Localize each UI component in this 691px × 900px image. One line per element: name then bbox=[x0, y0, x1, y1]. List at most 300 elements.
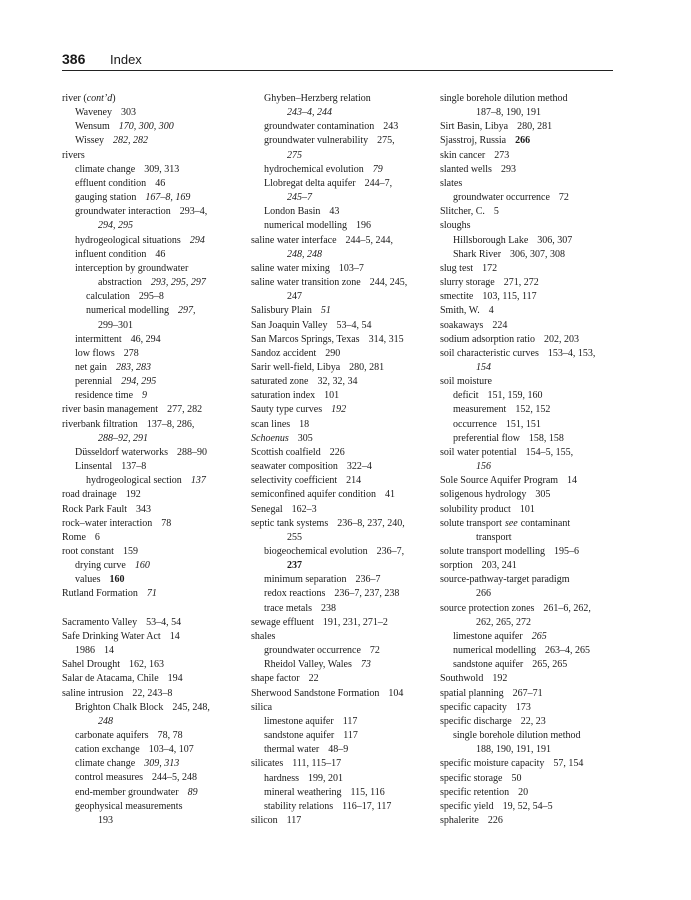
index-entry bbox=[251, 333, 431, 347]
entry-page-refs: 51 bbox=[320, 305, 331, 317]
entry-term: solute transport modelling bbox=[440, 546, 545, 557]
index-entry bbox=[440, 347, 615, 361]
index-entry bbox=[62, 333, 242, 347]
entry-term: limestone aquifer bbox=[453, 630, 523, 642]
entry-page-refs: 265, 265 bbox=[532, 659, 568, 671]
index-entry bbox=[62, 729, 242, 743]
index-entry bbox=[62, 672, 242, 686]
entry-page-refs: 154 bbox=[476, 361, 491, 373]
index-entry bbox=[62, 701, 242, 715]
entry-term: saline water interface bbox=[251, 234, 337, 246]
index-entry bbox=[251, 149, 431, 163]
entry-term: groundwater interaction bbox=[75, 206, 171, 218]
entry-page-refs: 160 bbox=[134, 560, 150, 572]
index-entry bbox=[440, 205, 615, 219]
index-entry bbox=[251, 418, 431, 432]
index-entry bbox=[440, 262, 615, 276]
entry-term: Brighton Chalk Block bbox=[75, 701, 164, 713]
entry-page-refs: 137–8 bbox=[121, 461, 147, 473]
entry-term: source-pathway-target paradigm bbox=[440, 574, 570, 586]
entry-term: sandstone aquifer bbox=[264, 730, 335, 742]
entry-page-refs: 79 bbox=[372, 163, 383, 175]
entry-term: soil water potential bbox=[440, 446, 517, 458]
entry-page-refs: 159 bbox=[122, 546, 138, 557]
index-entry bbox=[251, 191, 431, 205]
index-entry bbox=[440, 149, 615, 163]
entry-term: Sherwood Sandstone Formation bbox=[251, 687, 380, 699]
entry-page-refs: 306, 307 bbox=[537, 234, 573, 246]
entry-page-refs: 191, 231, 271–2 bbox=[322, 616, 388, 628]
entry-page-refs: 19, 52, 54–5 bbox=[502, 800, 553, 812]
index-entry bbox=[62, 276, 242, 290]
entry-page-refs: 303 bbox=[120, 107, 136, 119]
entry-page-refs: 203, 241 bbox=[481, 560, 517, 572]
entry-page-refs: 275, bbox=[377, 135, 395, 147]
entry-page-refs: 115, 116 bbox=[350, 786, 385, 798]
entry-page-refs: 173 bbox=[515, 701, 531, 713]
entry-page-refs: 309, 313 bbox=[144, 163, 180, 175]
entry-page-refs: 9 bbox=[142, 390, 148, 402]
header-rule bbox=[62, 70, 613, 71]
entry-term: saturation index bbox=[251, 390, 316, 402]
index-entry bbox=[440, 290, 615, 304]
entry-term: slanted wells bbox=[440, 163, 492, 175]
entry-term: redox reactions bbox=[264, 588, 326, 600]
index-entry bbox=[251, 687, 431, 701]
entry-page-refs: 18 bbox=[299, 418, 310, 430]
entry-page-refs: 293 bbox=[500, 163, 516, 175]
entry-term: low flows bbox=[75, 347, 115, 359]
entry-page-refs: 278 bbox=[123, 347, 139, 359]
entry-term: Linsental bbox=[75, 461, 113, 473]
entry-page-refs: 283, 283 bbox=[115, 361, 151, 373]
entry-page-refs: 236–7, 237, 238 bbox=[334, 588, 400, 600]
index-entry bbox=[440, 319, 615, 333]
index-entry bbox=[440, 276, 615, 290]
entry-page-refs: 343 bbox=[136, 503, 151, 515]
index-entry bbox=[251, 234, 431, 248]
entry-page-refs: 187–8, 190, 191 bbox=[476, 107, 541, 119]
index-entry bbox=[62, 120, 242, 134]
entry-page-refs: 103, 115, 117 bbox=[482, 291, 537, 303]
index-entry bbox=[62, 177, 242, 191]
entry-term: saline water mixing bbox=[251, 262, 330, 274]
index-entry bbox=[251, 644, 431, 658]
entry-page-refs: 265 bbox=[531, 630, 547, 642]
entry-page-refs: 266 bbox=[515, 135, 531, 147]
index-entry bbox=[62, 771, 242, 785]
index-entry bbox=[251, 304, 431, 318]
entry-page-refs: 188, 190, 191, 191 bbox=[476, 744, 551, 756]
entry-term: silica bbox=[251, 701, 273, 713]
index-entry bbox=[251, 743, 431, 757]
entry-page-refs: 236–7 bbox=[355, 574, 381, 586]
entry-term: cation exchange bbox=[75, 744, 140, 756]
entry-term: septic tank systems bbox=[251, 517, 329, 529]
entry-term: Safe Drinking Water Act bbox=[62, 630, 161, 642]
index-entry bbox=[440, 573, 615, 587]
entry-term: Schoenus bbox=[251, 432, 289, 444]
entry-page-refs: 299–301 bbox=[98, 319, 133, 331]
entry-page-refs: 78, 78 bbox=[157, 730, 183, 742]
index-entry bbox=[251, 531, 431, 545]
entry-page-refs: transport bbox=[476, 531, 512, 543]
entry-term: climate change bbox=[75, 163, 136, 175]
entry-term: specific capacity bbox=[440, 701, 507, 713]
entry-term: groundwater occurrence bbox=[453, 192, 550, 204]
entry-page-refs: 244–5, 248 bbox=[152, 772, 198, 784]
entry-term: Sacramento Valley bbox=[62, 616, 138, 628]
index-entry bbox=[251, 276, 431, 290]
entry-page-refs: 238 bbox=[321, 602, 337, 614]
entry-page-refs: 244, 245, bbox=[369, 277, 408, 289]
index-entry bbox=[440, 219, 615, 233]
entry-page-refs: 263–4, 265 bbox=[545, 645, 591, 657]
index-entry bbox=[251, 205, 431, 219]
entry-term: thermal water bbox=[264, 744, 320, 756]
entry-page-refs: 271, 272 bbox=[503, 277, 539, 289]
entry-term-suffix: ) bbox=[112, 93, 116, 104]
entry-term: Shark River bbox=[453, 248, 502, 260]
entry-page-refs: 20 bbox=[518, 786, 529, 798]
entry-term: Scottish coalfield bbox=[251, 446, 321, 458]
index-entry bbox=[440, 587, 615, 601]
entry-term: net gain bbox=[75, 361, 107, 373]
entry-term: soligenous hydrology bbox=[440, 489, 527, 501]
index-entry bbox=[440, 92, 615, 106]
entry-page-refs: 305 bbox=[535, 489, 551, 501]
entry-page-refs: 137–8, 286, bbox=[146, 418, 195, 430]
index-entry bbox=[62, 375, 242, 389]
entry-page-refs: 245, 248, bbox=[172, 701, 210, 713]
entry-page-refs: 14 bbox=[169, 630, 180, 642]
page-number: 386 bbox=[62, 51, 86, 67]
entry-page-refs: 53–4, 54 bbox=[336, 319, 372, 331]
index-entry bbox=[62, 304, 242, 318]
index-entry bbox=[440, 630, 615, 644]
entry-page-refs: 295–8 bbox=[138, 291, 164, 303]
entry-term: specific yield bbox=[440, 800, 494, 812]
entry-page-refs: 248 bbox=[98, 715, 113, 727]
entry-page-refs: 306, 307, 308 bbox=[510, 248, 566, 260]
entry-term: selectivity coefficient bbox=[251, 475, 338, 487]
entry-page-refs: 244–5, 244, bbox=[345, 234, 394, 246]
entry-page-refs: 117 bbox=[343, 730, 358, 742]
entry-term: control measures bbox=[75, 772, 144, 784]
entry-page-refs: 73 bbox=[360, 659, 371, 671]
index-entry bbox=[251, 177, 431, 191]
index-entry bbox=[251, 134, 431, 148]
entry-term: Salar de Atacama, Chile bbox=[62, 673, 159, 685]
index-entry bbox=[440, 488, 615, 502]
entry-page-refs: 43 bbox=[329, 206, 340, 218]
index-entry bbox=[440, 602, 615, 616]
entry-term: deficit bbox=[453, 390, 479, 402]
entry-page-refs: 89 bbox=[187, 786, 198, 798]
entry-term: road drainage bbox=[62, 489, 117, 501]
index-entry bbox=[440, 460, 615, 474]
entry-page-refs: 160 bbox=[109, 574, 125, 586]
entry-page-refs: 46, 294 bbox=[130, 333, 161, 345]
entry-page-refs: 46 bbox=[155, 177, 166, 189]
entry-term: carbonate aquifers bbox=[75, 730, 149, 742]
index-entry bbox=[62, 687, 242, 701]
entry-page-refs: 288–90 bbox=[177, 446, 208, 458]
index-entry bbox=[251, 120, 431, 134]
entry-page-refs: 151, 159, 160 bbox=[487, 390, 543, 402]
index-entry bbox=[62, 149, 242, 163]
index-entry bbox=[440, 403, 615, 417]
entry-term: abstraction bbox=[98, 277, 142, 289]
index-entry bbox=[440, 304, 615, 318]
entry-term: Hillsborough Lake bbox=[453, 234, 529, 246]
entry-page-refs: 137 bbox=[190, 475, 206, 487]
index-entry bbox=[251, 814, 431, 828]
entry-page-refs: 14 bbox=[104, 645, 114, 657]
entry-page-refs: 46 bbox=[155, 248, 166, 260]
entry-term: seawater composition bbox=[251, 461, 338, 473]
entry-page-refs: 293, 295, 297 bbox=[150, 277, 206, 289]
entry-term: silicates bbox=[251, 758, 284, 770]
index-entry bbox=[62, 573, 242, 587]
index-entry bbox=[62, 545, 242, 559]
entry-term: saline intrusion bbox=[62, 687, 124, 699]
entry-page-refs: 101 bbox=[519, 503, 535, 515]
entry-term: biogeochemical evolution bbox=[264, 546, 368, 557]
index-entry bbox=[62, 92, 242, 106]
entry-term: shales bbox=[251, 630, 276, 642]
index-entry bbox=[62, 587, 242, 601]
entry-term: single borehole dilution method bbox=[440, 93, 568, 104]
index-entry bbox=[440, 333, 615, 347]
index-entry bbox=[251, 163, 431, 177]
index-entry bbox=[251, 672, 431, 686]
index-entry bbox=[440, 517, 615, 531]
entry-page-refs: 243 bbox=[383, 121, 399, 133]
entry-term: rock–water interaction bbox=[62, 517, 153, 529]
entry-term: interception by groundwater bbox=[75, 262, 189, 274]
entry-term: Slitcher, C. bbox=[440, 206, 485, 218]
index-entry bbox=[440, 672, 615, 686]
entry-term: hydrogeological section bbox=[86, 475, 182, 487]
entry-see: see bbox=[504, 517, 518, 529]
entry-term: specific retention bbox=[440, 786, 510, 798]
entry-term: Ghyben–Herzberg relation bbox=[264, 93, 371, 104]
entry-page-refs: 72 bbox=[558, 192, 569, 204]
entry-term: Llobregat delta aquifer bbox=[264, 177, 356, 189]
entry-term: Sahel Drought bbox=[62, 659, 121, 671]
index-entry bbox=[62, 460, 242, 474]
entry-page-refs: 322–4 bbox=[346, 461, 372, 473]
index-column-3 bbox=[440, 92, 615, 828]
entry-term: preferential flow bbox=[453, 432, 520, 444]
index-entry bbox=[440, 474, 615, 488]
entry-page-refs: 48–9 bbox=[328, 744, 349, 756]
index-entry bbox=[440, 432, 615, 446]
entry-page-refs: 111, 115–17 bbox=[292, 758, 342, 770]
index-entry bbox=[440, 701, 615, 715]
index-entry bbox=[62, 106, 242, 120]
index-entry bbox=[251, 715, 431, 729]
entry-page-refs: 192 bbox=[331, 404, 347, 416]
entry-term: silicon bbox=[251, 814, 278, 826]
entry-page-refs: 117 bbox=[286, 814, 302, 826]
entry-term: Rome bbox=[62, 531, 86, 543]
entry-page-refs: 236–8, 237, 240, bbox=[337, 517, 405, 529]
entry-page-refs: 101 bbox=[324, 390, 340, 402]
index-entry bbox=[440, 559, 615, 573]
entry-term: river basin management bbox=[62, 404, 159, 416]
entry-page-refs: 151, 151 bbox=[505, 418, 541, 430]
index-entry bbox=[62, 234, 242, 248]
entry-page-refs: 78 bbox=[161, 517, 172, 529]
index-entry bbox=[62, 361, 242, 375]
entry-term: sloughs bbox=[440, 220, 471, 232]
entry-page-refs: 294 bbox=[189, 234, 205, 246]
entry-term: solubility product bbox=[440, 503, 511, 515]
index-entry bbox=[440, 687, 615, 701]
entry-page-refs: 158, 158 bbox=[528, 432, 564, 444]
index-entry bbox=[251, 403, 431, 417]
entry-page-refs: 294, 295 bbox=[98, 220, 133, 232]
entry-term: sewage effluent bbox=[251, 616, 314, 628]
entry-term: drying curve bbox=[75, 560, 126, 572]
index-entry bbox=[62, 503, 242, 517]
entry-term: solute transport bbox=[440, 517, 502, 529]
index-entry bbox=[62, 743, 242, 757]
entry-term: hydrochemical evolution bbox=[264, 163, 364, 175]
entry-term: spatial planning bbox=[440, 687, 504, 699]
entry-page-refs: 193 bbox=[98, 814, 113, 826]
index-entry bbox=[440, 106, 615, 120]
entry-page-refs: 237 bbox=[287, 560, 302, 572]
entry-term: smectite bbox=[440, 291, 474, 303]
entry-term: measurement bbox=[453, 404, 507, 416]
index-entry bbox=[440, 616, 615, 630]
entry-page-refs: 224 bbox=[492, 319, 508, 331]
entry-page-refs: 226 bbox=[487, 814, 503, 826]
index-entry bbox=[251, 559, 431, 573]
entry-page-refs: 282, 282 bbox=[113, 135, 149, 147]
index-column-1 bbox=[62, 92, 242, 828]
index-entry bbox=[440, 531, 615, 545]
index-entry bbox=[62, 248, 242, 262]
entry-term: stability relations bbox=[264, 800, 334, 812]
entry-page-refs: 309, 313 bbox=[144, 758, 180, 770]
index-entry bbox=[62, 757, 242, 771]
entry-term: skin cancer bbox=[440, 149, 486, 161]
index-entry bbox=[440, 644, 615, 658]
entry-page-refs: 162–3 bbox=[291, 503, 317, 515]
entry-term: Waveney bbox=[75, 107, 112, 119]
entry-term: groundwater vulnerability bbox=[264, 135, 369, 147]
entry-page-refs: 267–71 bbox=[512, 687, 543, 699]
index-entry bbox=[251, 460, 431, 474]
entry-page-refs: 104 bbox=[388, 687, 404, 699]
index-entry bbox=[251, 389, 431, 403]
entry-term: limestone aquifer bbox=[264, 715, 334, 727]
entry-term: specific storage bbox=[440, 772, 503, 784]
entry-term: climate change bbox=[75, 758, 136, 770]
index-entry bbox=[251, 729, 431, 743]
index-entry bbox=[440, 120, 615, 134]
entry-term: rivers bbox=[62, 149, 85, 161]
entry-term: Sjasstroj, Russia bbox=[440, 135, 507, 147]
entry-term-italic: cont’d bbox=[86, 93, 113, 104]
index-entry bbox=[440, 800, 615, 814]
index-entry bbox=[251, 517, 431, 531]
entry-page-refs: 280, 281 bbox=[349, 361, 385, 373]
entry-page-refs: 22, 243–8 bbox=[132, 687, 173, 699]
index-entry bbox=[251, 800, 431, 814]
entry-term: numerical modelling bbox=[86, 305, 170, 317]
entry-page-refs: 152, 152 bbox=[515, 404, 551, 416]
entry-page-refs: 192 bbox=[492, 673, 508, 685]
entry-page-refs: 53–4, 54 bbox=[146, 616, 182, 628]
index-entry bbox=[251, 573, 431, 587]
index-entry bbox=[251, 772, 431, 786]
index-entry bbox=[62, 432, 242, 446]
entry-term: Senegal bbox=[251, 503, 283, 515]
entry-term: Smith, W. bbox=[440, 305, 480, 317]
index-entry bbox=[62, 531, 242, 545]
entry-term: groundwater contamination bbox=[264, 121, 375, 133]
entry-term: gauging station bbox=[75, 192, 137, 204]
entry-term: shape factor bbox=[251, 673, 300, 685]
entry-term: Rutland Formation bbox=[62, 588, 138, 600]
index-entry bbox=[440, 658, 615, 672]
entry-page-refs: 167–8, 169 bbox=[145, 192, 191, 204]
entry-page-refs: 261–6, 262, bbox=[543, 602, 591, 614]
index-entry bbox=[440, 446, 615, 460]
entry-page-refs: 245–7 bbox=[287, 192, 312, 204]
entry-term: sphalerite bbox=[440, 814, 479, 826]
index-entry bbox=[62, 205, 242, 219]
entry-page-refs: 277, 282 bbox=[167, 404, 203, 416]
index-entry bbox=[62, 163, 242, 177]
index-entry bbox=[62, 290, 242, 304]
index-entry bbox=[62, 715, 242, 729]
index-column-2 bbox=[251, 92, 431, 828]
entry-term: riverbank filtration bbox=[62, 418, 138, 430]
index-entry bbox=[62, 319, 242, 333]
entry-term: end-member groundwater bbox=[75, 786, 179, 798]
index-entry bbox=[62, 786, 242, 800]
entry-term: Sauty type curves bbox=[251, 404, 323, 416]
entry-term: specific moisture capacity bbox=[440, 758, 545, 770]
index-entry bbox=[251, 545, 431, 559]
index-entry bbox=[440, 248, 615, 262]
entry-term: soil moisture bbox=[440, 376, 492, 388]
index-entry bbox=[62, 658, 242, 672]
entry-term: soakaways bbox=[440, 319, 484, 331]
entry-term: hydrogeological situations bbox=[75, 234, 181, 246]
entry-page-refs: 199, 201 bbox=[308, 772, 343, 784]
index-entry bbox=[251, 474, 431, 488]
entry-term: intermittent bbox=[75, 333, 122, 345]
index-entry bbox=[251, 262, 431, 276]
entry-page-refs: 192 bbox=[125, 489, 141, 501]
entry-term: Düsseldorf waterworks bbox=[75, 446, 169, 458]
index-entry bbox=[62, 488, 242, 502]
index-entry bbox=[251, 375, 431, 389]
index-entry bbox=[440, 361, 615, 375]
entry-term: San Marcos Springs, Texas bbox=[251, 333, 360, 345]
index-entry bbox=[251, 658, 431, 672]
entry-page-refs: 294, 295 bbox=[121, 376, 157, 388]
entry-term: Rock Park Fault bbox=[62, 503, 127, 515]
entry-page-refs: 293–4, bbox=[179, 206, 208, 218]
